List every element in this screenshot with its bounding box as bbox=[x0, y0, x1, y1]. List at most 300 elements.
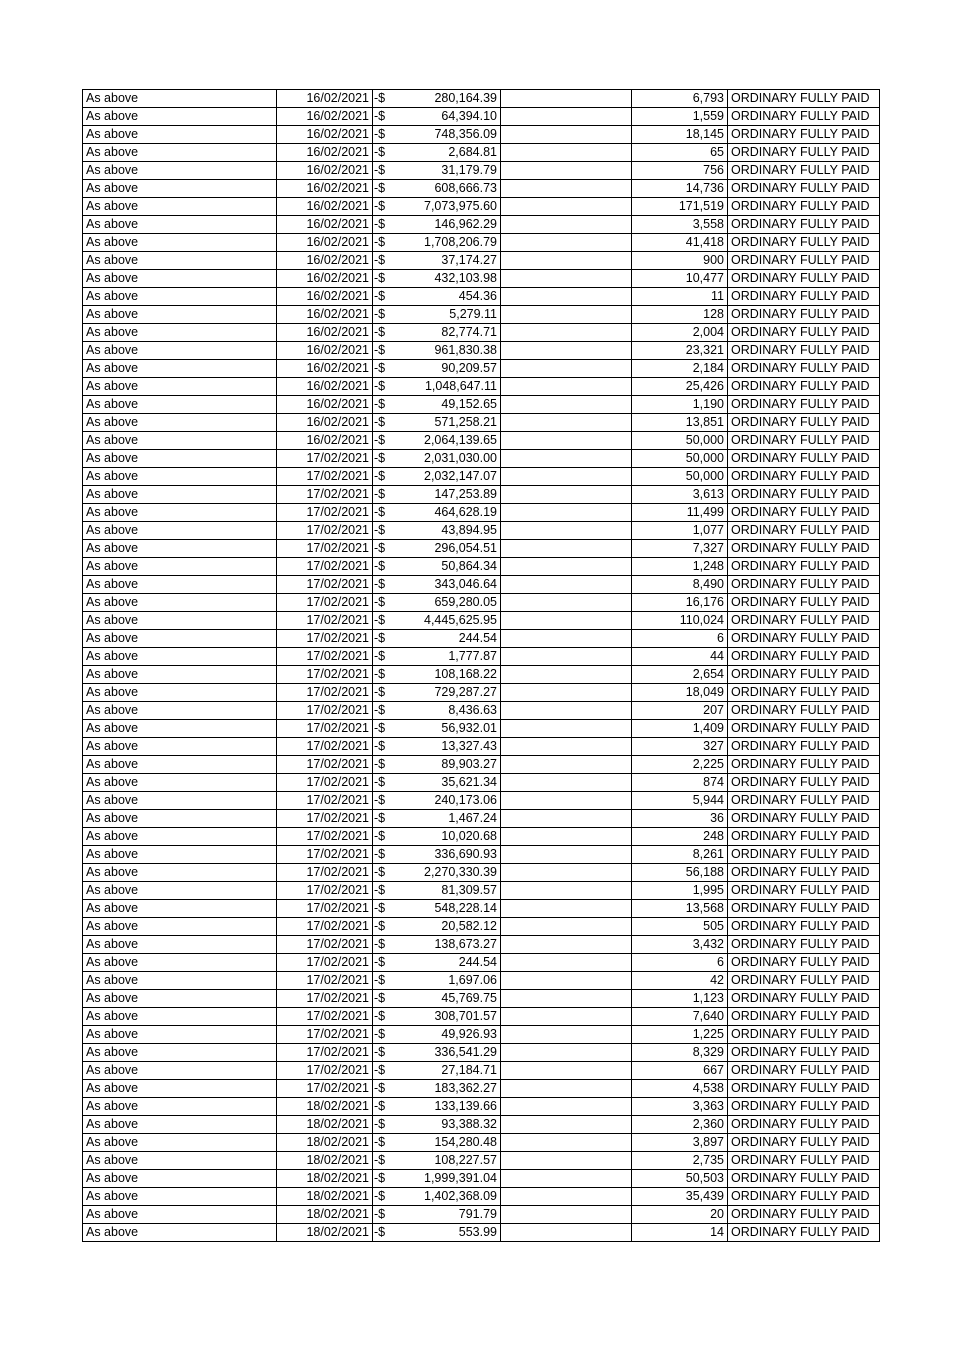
blank-cell bbox=[501, 918, 632, 936]
currency-cell: -$ bbox=[373, 774, 397, 792]
amount-cell: 8,436.63 bbox=[397, 702, 501, 720]
date-cell: 17/02/2021 bbox=[277, 612, 373, 630]
class-cell: ORDINARY FULLY PAID bbox=[728, 90, 880, 108]
currency-cell: -$ bbox=[373, 1080, 397, 1098]
holder-cell: As above bbox=[83, 108, 277, 126]
class-cell: ORDINARY FULLY PAID bbox=[728, 1080, 880, 1098]
currency-cell: -$ bbox=[373, 1098, 397, 1116]
amount-cell: 464,628.19 bbox=[397, 504, 501, 522]
table-row bbox=[83, 720, 880, 738]
holder-cell: As above bbox=[83, 720, 277, 738]
holder-cell: As above bbox=[83, 756, 277, 774]
blank-cell bbox=[501, 684, 632, 702]
quantity-cell: 2,184 bbox=[632, 360, 728, 378]
holder-cell: As above bbox=[83, 540, 277, 558]
quantity-cell: 42 bbox=[632, 972, 728, 990]
date-cell: 16/02/2021 bbox=[277, 396, 373, 414]
quantity-cell: 3,432 bbox=[632, 936, 728, 954]
currency-cell: -$ bbox=[373, 540, 397, 558]
holder-cell: As above bbox=[83, 774, 277, 792]
amount-cell: 2,032,147.07 bbox=[397, 468, 501, 486]
table-row bbox=[83, 540, 880, 558]
amount-cell: 108,168.22 bbox=[397, 666, 501, 684]
holder-cell: As above bbox=[83, 306, 277, 324]
quantity-cell: 6 bbox=[632, 630, 728, 648]
quantity-cell: 3,897 bbox=[632, 1134, 728, 1152]
date-cell: 16/02/2021 bbox=[277, 378, 373, 396]
amount-cell: 308,701.57 bbox=[397, 1008, 501, 1026]
table-row bbox=[83, 234, 880, 252]
currency-cell: -$ bbox=[373, 594, 397, 612]
currency-cell: -$ bbox=[373, 1008, 397, 1026]
currency-cell: -$ bbox=[373, 558, 397, 576]
class-cell: ORDINARY FULLY PAID bbox=[728, 306, 880, 324]
class-cell: ORDINARY FULLY PAID bbox=[728, 954, 880, 972]
blank-cell bbox=[501, 540, 632, 558]
date-cell: 17/02/2021 bbox=[277, 774, 373, 792]
amount-cell: 1,777.87 bbox=[397, 648, 501, 666]
currency-cell: -$ bbox=[373, 846, 397, 864]
amount-cell: 2,031,030.00 bbox=[397, 450, 501, 468]
table-row bbox=[83, 900, 880, 918]
table-row bbox=[83, 1224, 880, 1242]
holder-cell: As above bbox=[83, 396, 277, 414]
blank-cell bbox=[501, 288, 632, 306]
date-cell: 17/02/2021 bbox=[277, 1026, 373, 1044]
quantity-cell: 56,188 bbox=[632, 864, 728, 882]
currency-cell: -$ bbox=[373, 1188, 397, 1206]
quantity-cell: 4,538 bbox=[632, 1080, 728, 1098]
table-row bbox=[83, 144, 880, 162]
blank-cell bbox=[501, 1008, 632, 1026]
currency-cell: -$ bbox=[373, 1170, 397, 1188]
date-cell: 16/02/2021 bbox=[277, 90, 373, 108]
holder-cell: As above bbox=[83, 738, 277, 756]
amount-cell: 296,054.51 bbox=[397, 540, 501, 558]
table-row bbox=[83, 108, 880, 126]
blank-cell bbox=[501, 864, 632, 882]
currency-cell: -$ bbox=[373, 504, 397, 522]
table-row bbox=[83, 972, 880, 990]
blank-cell bbox=[501, 792, 632, 810]
quantity-cell: 1,225 bbox=[632, 1026, 728, 1044]
blank-cell bbox=[501, 612, 632, 630]
amount-cell: 1,402,368.09 bbox=[397, 1188, 501, 1206]
quantity-cell: 2,360 bbox=[632, 1116, 728, 1134]
date-cell: 18/02/2021 bbox=[277, 1206, 373, 1224]
table-row bbox=[83, 774, 880, 792]
table-row bbox=[83, 180, 880, 198]
amount-cell: 343,046.64 bbox=[397, 576, 501, 594]
class-cell: ORDINARY FULLY PAID bbox=[728, 864, 880, 882]
date-cell: 17/02/2021 bbox=[277, 1080, 373, 1098]
table-row bbox=[83, 558, 880, 576]
blank-cell bbox=[501, 270, 632, 288]
currency-cell: -$ bbox=[373, 828, 397, 846]
holder-cell: As above bbox=[83, 558, 277, 576]
blank-cell bbox=[501, 594, 632, 612]
amount-cell: 244.54 bbox=[397, 630, 501, 648]
date-cell: 16/02/2021 bbox=[277, 432, 373, 450]
currency-cell: -$ bbox=[373, 1044, 397, 1062]
amount-cell: 45,769.75 bbox=[397, 990, 501, 1008]
currency-cell: -$ bbox=[373, 180, 397, 198]
currency-cell: -$ bbox=[373, 270, 397, 288]
currency-cell: -$ bbox=[373, 198, 397, 216]
table-row bbox=[83, 216, 880, 234]
currency-cell: -$ bbox=[373, 306, 397, 324]
class-cell: ORDINARY FULLY PAID bbox=[728, 1188, 880, 1206]
currency-cell: -$ bbox=[373, 936, 397, 954]
quantity-cell: 2,735 bbox=[632, 1152, 728, 1170]
amount-cell: 154,280.48 bbox=[397, 1134, 501, 1152]
date-cell: 17/02/2021 bbox=[277, 684, 373, 702]
class-cell: ORDINARY FULLY PAID bbox=[728, 1134, 880, 1152]
currency-cell: -$ bbox=[373, 648, 397, 666]
table-row bbox=[83, 1134, 880, 1152]
table-row bbox=[83, 990, 880, 1008]
currency-cell: -$ bbox=[373, 882, 397, 900]
holder-cell: As above bbox=[83, 810, 277, 828]
amount-cell: 1,048,647.11 bbox=[397, 378, 501, 396]
quantity-cell: 25,426 bbox=[632, 378, 728, 396]
blank-cell bbox=[501, 378, 632, 396]
holder-cell: As above bbox=[83, 180, 277, 198]
quantity-cell: 14,736 bbox=[632, 180, 728, 198]
table-row bbox=[83, 396, 880, 414]
quantity-cell: 8,490 bbox=[632, 576, 728, 594]
date-cell: 17/02/2021 bbox=[277, 1044, 373, 1062]
blank-cell bbox=[501, 90, 632, 108]
date-cell: 17/02/2021 bbox=[277, 738, 373, 756]
amount-cell: 961,830.38 bbox=[397, 342, 501, 360]
quantity-cell: 41,418 bbox=[632, 234, 728, 252]
blank-cell bbox=[501, 144, 632, 162]
date-cell: 17/02/2021 bbox=[277, 486, 373, 504]
amount-cell: 146,962.29 bbox=[397, 216, 501, 234]
holder-cell: As above bbox=[83, 504, 277, 522]
date-cell: 16/02/2021 bbox=[277, 126, 373, 144]
date-cell: 16/02/2021 bbox=[277, 342, 373, 360]
class-cell: ORDINARY FULLY PAID bbox=[728, 738, 880, 756]
blank-cell bbox=[501, 1026, 632, 1044]
currency-cell: -$ bbox=[373, 1152, 397, 1170]
class-cell: ORDINARY FULLY PAID bbox=[728, 234, 880, 252]
date-cell: 17/02/2021 bbox=[277, 630, 373, 648]
blank-cell bbox=[501, 1188, 632, 1206]
amount-cell: 108,227.57 bbox=[397, 1152, 501, 1170]
table-row bbox=[83, 1044, 880, 1062]
table-row bbox=[83, 324, 880, 342]
quantity-cell: 50,000 bbox=[632, 468, 728, 486]
blank-cell bbox=[501, 720, 632, 738]
holder-cell: As above bbox=[83, 972, 277, 990]
currency-cell: -$ bbox=[373, 432, 397, 450]
blank-cell bbox=[501, 1080, 632, 1098]
quantity-cell: 6 bbox=[632, 954, 728, 972]
quantity-cell: 667 bbox=[632, 1062, 728, 1080]
class-cell: ORDINARY FULLY PAID bbox=[728, 576, 880, 594]
amount-cell: 49,926.93 bbox=[397, 1026, 501, 1044]
amount-cell: 50,864.34 bbox=[397, 558, 501, 576]
holder-cell: As above bbox=[83, 684, 277, 702]
currency-cell: -$ bbox=[373, 396, 397, 414]
blank-cell bbox=[501, 486, 632, 504]
holder-cell: As above bbox=[83, 576, 277, 594]
currency-cell: -$ bbox=[373, 702, 397, 720]
amount-cell: 1,697.06 bbox=[397, 972, 501, 990]
quantity-cell: 1,077 bbox=[632, 522, 728, 540]
class-cell: ORDINARY FULLY PAID bbox=[728, 1098, 880, 1116]
blank-cell bbox=[501, 1170, 632, 1188]
holder-cell: As above bbox=[83, 1152, 277, 1170]
table-row bbox=[83, 1152, 880, 1170]
table-row bbox=[83, 1098, 880, 1116]
table-row bbox=[83, 702, 880, 720]
date-cell: 17/02/2021 bbox=[277, 522, 373, 540]
holder-cell: As above bbox=[83, 612, 277, 630]
amount-cell: 791.79 bbox=[397, 1206, 501, 1224]
table-row bbox=[83, 90, 880, 108]
amount-cell: 133,139.66 bbox=[397, 1098, 501, 1116]
amount-cell: 13,327.43 bbox=[397, 738, 501, 756]
blank-cell bbox=[501, 126, 632, 144]
class-cell: ORDINARY FULLY PAID bbox=[728, 180, 880, 198]
class-cell: ORDINARY FULLY PAID bbox=[728, 630, 880, 648]
class-cell: ORDINARY FULLY PAID bbox=[728, 900, 880, 918]
quantity-cell: 11 bbox=[632, 288, 728, 306]
holder-cell: As above bbox=[83, 144, 277, 162]
currency-cell: -$ bbox=[373, 234, 397, 252]
class-cell: ORDINARY FULLY PAID bbox=[728, 918, 880, 936]
amount-cell: 454.36 bbox=[397, 288, 501, 306]
table-row bbox=[83, 1206, 880, 1224]
holder-cell: As above bbox=[83, 468, 277, 486]
table-row bbox=[83, 882, 880, 900]
holder-cell: As above bbox=[83, 90, 277, 108]
blank-cell bbox=[501, 972, 632, 990]
holder-cell: As above bbox=[83, 630, 277, 648]
holder-cell: As above bbox=[83, 522, 277, 540]
blank-cell bbox=[501, 1134, 632, 1152]
class-cell: ORDINARY FULLY PAID bbox=[728, 396, 880, 414]
quantity-cell: 171,519 bbox=[632, 198, 728, 216]
table-row bbox=[83, 1116, 880, 1134]
quantity-cell: 756 bbox=[632, 162, 728, 180]
class-cell: ORDINARY FULLY PAID bbox=[728, 360, 880, 378]
quantity-cell: 3,363 bbox=[632, 1098, 728, 1116]
class-cell: ORDINARY FULLY PAID bbox=[728, 594, 880, 612]
date-cell: 17/02/2021 bbox=[277, 576, 373, 594]
amount-cell: 56,932.01 bbox=[397, 720, 501, 738]
currency-cell: -$ bbox=[373, 666, 397, 684]
date-cell: 17/02/2021 bbox=[277, 594, 373, 612]
amount-cell: 548,228.14 bbox=[397, 900, 501, 918]
class-cell: ORDINARY FULLY PAID bbox=[728, 198, 880, 216]
currency-cell: -$ bbox=[373, 162, 397, 180]
table-row bbox=[83, 450, 880, 468]
currency-cell: -$ bbox=[373, 1206, 397, 1224]
amount-cell: 7,073,975.60 bbox=[397, 198, 501, 216]
quantity-cell: 1,559 bbox=[632, 108, 728, 126]
currency-cell: -$ bbox=[373, 378, 397, 396]
holder-cell: As above bbox=[83, 648, 277, 666]
blank-cell bbox=[501, 342, 632, 360]
table-row bbox=[83, 252, 880, 270]
table-row bbox=[83, 666, 880, 684]
blank-cell bbox=[501, 180, 632, 198]
date-cell: 16/02/2021 bbox=[277, 252, 373, 270]
currency-cell: -$ bbox=[373, 990, 397, 1008]
date-cell: 18/02/2021 bbox=[277, 1224, 373, 1242]
currency-cell: -$ bbox=[373, 486, 397, 504]
currency-cell: -$ bbox=[373, 450, 397, 468]
quantity-cell: 50,000 bbox=[632, 450, 728, 468]
blank-cell bbox=[501, 414, 632, 432]
table-row bbox=[83, 738, 880, 756]
quantity-cell: 3,613 bbox=[632, 486, 728, 504]
quantity-cell: 327 bbox=[632, 738, 728, 756]
holder-cell: As above bbox=[83, 1134, 277, 1152]
quantity-cell: 7,327 bbox=[632, 540, 728, 558]
amount-cell: 37,174.27 bbox=[397, 252, 501, 270]
amount-cell: 432,103.98 bbox=[397, 270, 501, 288]
table-row bbox=[83, 918, 880, 936]
date-cell: 17/02/2021 bbox=[277, 450, 373, 468]
class-cell: ORDINARY FULLY PAID bbox=[728, 216, 880, 234]
date-cell: 17/02/2021 bbox=[277, 468, 373, 486]
class-cell: ORDINARY FULLY PAID bbox=[728, 468, 880, 486]
amount-cell: 748,356.09 bbox=[397, 126, 501, 144]
blank-cell bbox=[501, 324, 632, 342]
holder-cell: As above bbox=[83, 270, 277, 288]
blank-cell bbox=[501, 810, 632, 828]
blank-cell bbox=[501, 432, 632, 450]
holder-cell: As above bbox=[83, 1062, 277, 1080]
table-row bbox=[83, 1080, 880, 1098]
date-cell: 16/02/2021 bbox=[277, 180, 373, 198]
class-cell: ORDINARY FULLY PAID bbox=[728, 936, 880, 954]
date-cell: 16/02/2021 bbox=[277, 324, 373, 342]
date-cell: 16/02/2021 bbox=[277, 288, 373, 306]
amount-cell: 64,394.10 bbox=[397, 108, 501, 126]
blank-cell bbox=[501, 306, 632, 324]
holder-cell: As above bbox=[83, 360, 277, 378]
holder-cell: As above bbox=[83, 1098, 277, 1116]
date-cell: 17/02/2021 bbox=[277, 846, 373, 864]
date-cell: 17/02/2021 bbox=[277, 648, 373, 666]
date-cell: 16/02/2021 bbox=[277, 198, 373, 216]
amount-cell: 81,309.57 bbox=[397, 882, 501, 900]
currency-cell: -$ bbox=[373, 864, 397, 882]
class-cell: ORDINARY FULLY PAID bbox=[728, 414, 880, 432]
date-cell: 17/02/2021 bbox=[277, 756, 373, 774]
holder-cell: As above bbox=[83, 432, 277, 450]
table-row bbox=[83, 828, 880, 846]
currency-cell: -$ bbox=[373, 612, 397, 630]
currency-cell: -$ bbox=[373, 756, 397, 774]
quantity-cell: 6,793 bbox=[632, 90, 728, 108]
currency-cell: -$ bbox=[373, 1134, 397, 1152]
currency-cell: -$ bbox=[373, 576, 397, 594]
table-row bbox=[83, 648, 880, 666]
blank-cell bbox=[501, 846, 632, 864]
table-row bbox=[83, 126, 880, 144]
holder-cell: As above bbox=[83, 342, 277, 360]
amount-cell: 2,684.81 bbox=[397, 144, 501, 162]
class-cell: ORDINARY FULLY PAID bbox=[728, 756, 880, 774]
blank-cell bbox=[501, 990, 632, 1008]
class-cell: ORDINARY FULLY PAID bbox=[728, 450, 880, 468]
quantity-cell: 14 bbox=[632, 1224, 728, 1242]
class-cell: ORDINARY FULLY PAID bbox=[728, 1170, 880, 1188]
quantity-cell: 23,321 bbox=[632, 342, 728, 360]
amount-cell: 1,467.24 bbox=[397, 810, 501, 828]
amount-cell: 183,362.27 bbox=[397, 1080, 501, 1098]
holder-cell: As above bbox=[83, 216, 277, 234]
blank-cell bbox=[501, 234, 632, 252]
holder-cell: As above bbox=[83, 1080, 277, 1098]
amount-cell: 2,064,139.65 bbox=[397, 432, 501, 450]
quantity-cell: 248 bbox=[632, 828, 728, 846]
table-row bbox=[83, 198, 880, 216]
amount-cell: 82,774.71 bbox=[397, 324, 501, 342]
date-cell: 16/02/2021 bbox=[277, 306, 373, 324]
amount-cell: 608,666.73 bbox=[397, 180, 501, 198]
class-cell: ORDINARY FULLY PAID bbox=[728, 288, 880, 306]
currency-cell: -$ bbox=[373, 738, 397, 756]
amount-cell: 1,999,391.04 bbox=[397, 1170, 501, 1188]
currency-cell: -$ bbox=[373, 144, 397, 162]
amount-cell: 4,445,625.95 bbox=[397, 612, 501, 630]
date-cell: 17/02/2021 bbox=[277, 540, 373, 558]
blank-cell bbox=[501, 522, 632, 540]
date-cell: 18/02/2021 bbox=[277, 1134, 373, 1152]
table-row bbox=[83, 684, 880, 702]
quantity-cell: 65 bbox=[632, 144, 728, 162]
blank-cell bbox=[501, 900, 632, 918]
blank-cell bbox=[501, 252, 632, 270]
table-row bbox=[83, 1188, 880, 1206]
class-cell: ORDINARY FULLY PAID bbox=[728, 432, 880, 450]
quantity-cell: 10,477 bbox=[632, 270, 728, 288]
amount-cell: 240,173.06 bbox=[397, 792, 501, 810]
class-cell: ORDINARY FULLY PAID bbox=[728, 684, 880, 702]
quantity-cell: 35,439 bbox=[632, 1188, 728, 1206]
holder-cell: As above bbox=[83, 1170, 277, 1188]
blank-cell bbox=[501, 360, 632, 378]
blank-cell bbox=[501, 1098, 632, 1116]
quantity-cell: 8,261 bbox=[632, 846, 728, 864]
class-cell: ORDINARY FULLY PAID bbox=[728, 612, 880, 630]
currency-cell: -$ bbox=[373, 108, 397, 126]
date-cell: 17/02/2021 bbox=[277, 936, 373, 954]
table-row bbox=[83, 630, 880, 648]
date-cell: 16/02/2021 bbox=[277, 234, 373, 252]
quantity-cell: 50,000 bbox=[632, 432, 728, 450]
currency-cell: -$ bbox=[373, 918, 397, 936]
class-cell: ORDINARY FULLY PAID bbox=[728, 1206, 880, 1224]
date-cell: 17/02/2021 bbox=[277, 864, 373, 882]
class-cell: ORDINARY FULLY PAID bbox=[728, 1008, 880, 1026]
holder-cell: As above bbox=[83, 1188, 277, 1206]
holder-cell: As above bbox=[83, 954, 277, 972]
holder-cell: As above bbox=[83, 126, 277, 144]
date-cell: 16/02/2021 bbox=[277, 270, 373, 288]
date-cell: 17/02/2021 bbox=[277, 918, 373, 936]
amount-cell: 31,179.79 bbox=[397, 162, 501, 180]
blank-cell bbox=[501, 162, 632, 180]
